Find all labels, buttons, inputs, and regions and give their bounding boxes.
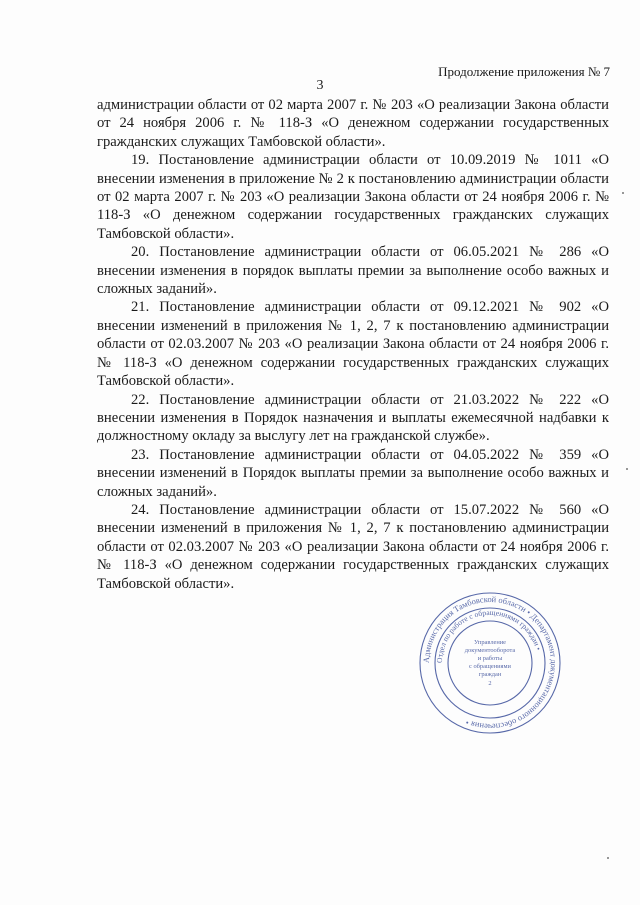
appendix-continuation-note: Продолжение приложения № 7 [438, 64, 610, 79]
scan-speck [607, 857, 609, 859]
document-body [97, 96, 609, 593]
official-seal-stamp [415, 588, 565, 738]
list-item: 24. Постановление администрации области от 15.07.2022 № 560 «О внесении изменений в приложения № 1, 2, 7 к постановлению администрации области от 02.03.2007 № 203 «О реализации Закона области от 24 ноября 2006 г. № 118-З «О денежном содержании государственных гражданских служащих Тамбовской области». [97, 501, 609, 592]
stamp-center-line: документооборота [464, 647, 516, 654]
list-item: 22. Постановление администрации области от 21.03.2022 № 222 «О внесении изменения в Порядок назначения и выплаты ежемесячной надбавки к должностному окладу за выслугу лет на гражданской службе». [97, 391, 609, 445]
scan-speck [622, 192, 624, 194]
list-item: 20. Постановление администрации области от 06.05.2021 № 286 «О внесении изменения в порядок выплаты премии за выполнение особо важных и сложных заданий». [97, 244, 609, 298]
stamp-center-line: и работы [477, 655, 503, 662]
stamp-center-line: граждан [478, 671, 502, 678]
continuation-paragraph: администрации области от 02 марта 2007 г. № 203 «О реализации Закона области от 24 ноября 2006 г. № 118-З «О денежном содержании государственных гражданских служащих Тамбовской области». [97, 97, 609, 150]
stamp-center-line: Управление [473, 639, 507, 646]
page-number: 3 [316, 78, 324, 93]
stamp-outer-text: Администрация Тамбовской области • Департамент документационного обеспечения • [421, 594, 559, 732]
list-item: 19. Постановление администрации области от 10.09.2019 № 1011 «О внесении изменения в приложение № 2 к постановлению администрации области от 02 марта 2007 г. № 203 «О реализации Закона области от 24 ноября 2006 г. № 118-З «О денежном содержании государственных гражданских служащих Тамбовской области». [97, 152, 609, 242]
stamp-center-line: с обращениями [469, 663, 511, 670]
stamp-center-line: 2 [488, 680, 492, 687]
scan-speck [626, 468, 628, 470]
stamp-inner-text: Отдел по работе с обращениями граждан • [434, 607, 544, 664]
list-item: 23. Постановление администрации области от 04.05.2022 № 359 «О внесении изменений в Порядок выплаты премии за выполнение особо важных и сложных заданий». [97, 446, 609, 500]
list-item: 21. Постановление администрации области от 09.12.2021 № 902 «О внесении изменений в приложения № 1, 2, 7 к постановлению администрации области от 02.03.2007 № 203 «О реализации Закона области от 24 ноября 2006 г. № 118-З «О денежном содержании государственных гражданских служащих Тамбовской области». [97, 299, 609, 390]
